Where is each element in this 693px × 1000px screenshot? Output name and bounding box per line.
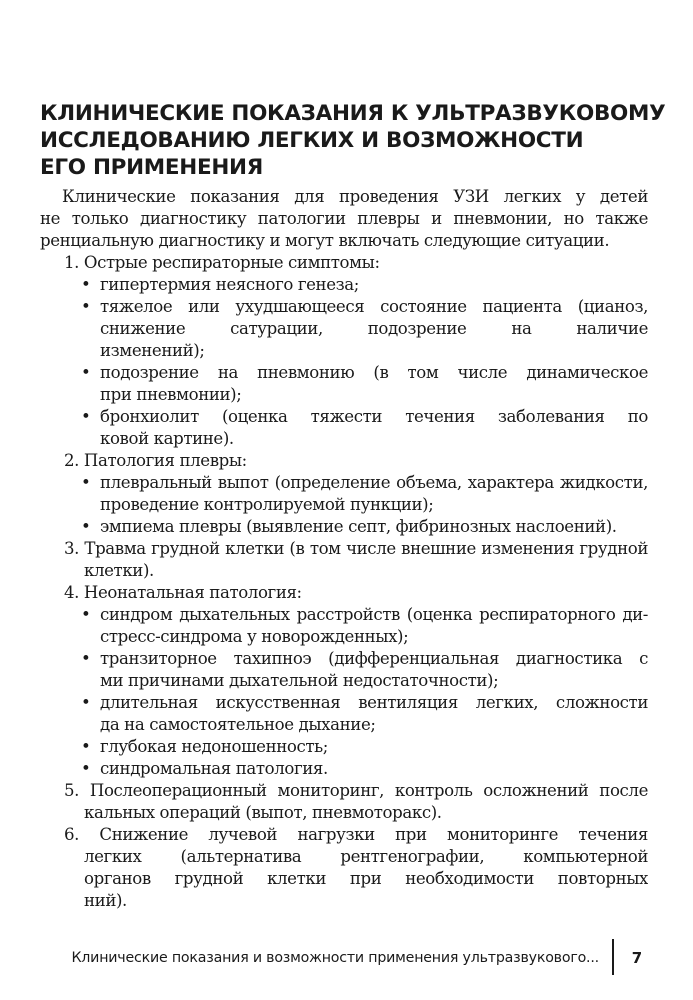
bullet-icon: • — [81, 693, 91, 712]
bullet-continuation: снижение сатурации, подозрение на наличие — [100, 319, 648, 338]
bullet-continuation: стресс-синдрома у новорожденных); — [100, 627, 409, 646]
bullet-item: • длительная искусственная вентиляция легких, сложности — [81, 693, 648, 712]
bullet-icon: • — [81, 407, 91, 426]
list-item-title: 4. Неонатальная патология: — [64, 583, 302, 602]
bullet-icon: • — [81, 275, 91, 294]
running-title: Клинические показания и возможности применения ультразвукового... — [71, 950, 599, 966]
body-text — [40, 186, 648, 912]
heading-line: КЛИНИЧЕСКИЕ ПОКАЗАНИЯ К УЛЬТРАЗВУКОВОМУ — [40, 101, 666, 126]
list-item-continuation: кальных операций (выпот, пневмоторакс). — [84, 803, 442, 822]
list-item: 3. Травма грудной клетки (в том числе внешние изменения грудной — [64, 539, 648, 558]
list-item-continuation: ний). — [84, 891, 127, 910]
bullet-icon: • — [81, 649, 91, 668]
bullet-item: • транзиторное тахипноэ (дифференциальная диагностика с — [81, 649, 648, 668]
bullet-icon: • — [81, 605, 91, 624]
intro-line: Клинические показания для проведения УЗИ легких у детей — [62, 187, 648, 206]
bullet-item: • глубокая недоношенность; — [81, 737, 328, 756]
bullet-continuation: изменений); — [100, 341, 205, 360]
bullet-icon: • — [81, 363, 91, 382]
bullet-item: • тяжелое или ухудшающееся состояние пациента (цианоз, — [81, 297, 648, 316]
list-item-title: 2. Патология плевры: — [64, 451, 247, 470]
intro-line: не только диагностику патологии плевры и пневмонии, но также — [40, 209, 648, 228]
bullet-continuation: при пневмонии); — [100, 385, 242, 404]
list-item-continuation: органов грудной клетки при необходимости повторных — [84, 869, 648, 888]
bullet-item: • синдром дыхательных расстройств (оценка респираторного ди- — [81, 605, 648, 624]
bullet-item: • подозрение на пневмонию (в том числе динамическое — [81, 363, 648, 382]
page-number: 7 — [631, 949, 642, 967]
bullet-icon: • — [81, 473, 91, 492]
bullet-icon: • — [81, 517, 91, 536]
list-item-continuation: легких (альтернатива рентгенографии, компьютерной — [84, 847, 648, 866]
bullet-item: • синдромальная патология. — [81, 759, 328, 778]
bullet-continuation: проведение контролируемой пункции); — [100, 495, 434, 514]
intro-line: ренциальную диагностику и могут включать следующие ситуации. — [40, 231, 610, 250]
page-footer — [71, 947, 642, 973]
list-item: 6. Снижение лучевой нагрузки при мониторинге течения — [64, 825, 648, 844]
bullet-icon: • — [81, 737, 91, 756]
bullet-item: • гипертермия неясного генеза; — [81, 275, 359, 294]
bullet-icon: • — [81, 297, 91, 316]
bullet-continuation: ми причинами дыхательной недостаточности); — [100, 671, 499, 690]
section-heading — [40, 100, 666, 181]
footer-divider — [612, 939, 614, 975]
list-item: 5. Послеоперационный мониторинг, контроль осложнений после — [64, 781, 648, 800]
bullet-item: • плевральный выпот (определение объема, характера жидкости, — [81, 473, 648, 492]
list-item-title: 1. Острые респираторные симптомы: — [64, 253, 380, 272]
bullet-continuation: ковой картине). — [100, 429, 234, 448]
bullet-continuation: да на самостоятельное дыхание; — [100, 715, 376, 734]
list-item-continuation: клетки). — [84, 561, 154, 580]
bullet-item: • бронхиолит (оценка тяжести течения заболевания по — [81, 407, 648, 426]
bullet-item: • эмпиема плевры (выявление септ, фибринозных наслоений). — [81, 517, 617, 536]
heading-line: ИССЛЕДОВАНИЮ ЛЕГКИХ И ВОЗМОЖНОСТИ — [40, 128, 584, 153]
heading-line: ЕГО ПРИМЕНЕНИЯ — [40, 155, 263, 180]
bullet-icon: • — [81, 759, 91, 778]
